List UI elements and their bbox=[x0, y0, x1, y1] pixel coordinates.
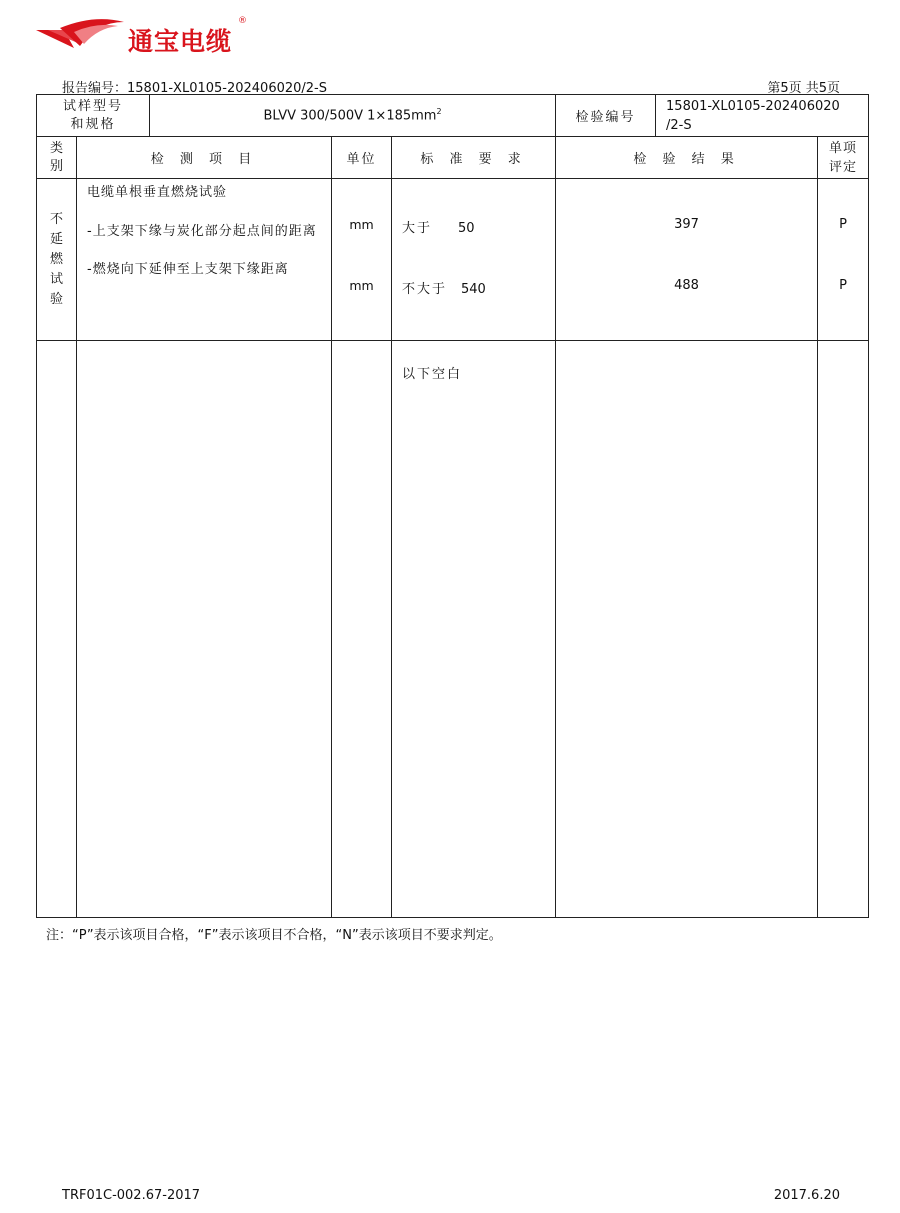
unit-2: mm bbox=[349, 278, 374, 293]
col-item-header: 检 测 项 目 bbox=[77, 137, 332, 179]
unit-cell bbox=[332, 179, 392, 341]
inspection-no-cell bbox=[656, 95, 869, 137]
col-category-header bbox=[37, 137, 77, 179]
sample-label: 试样型号和规格 bbox=[62, 98, 123, 132]
standard-1 bbox=[402, 217, 475, 236]
company-name: 通宝电缆 bbox=[128, 27, 233, 56]
category-name: 不延燃试验 bbox=[49, 211, 63, 307]
blank-note: 以下空白 bbox=[402, 367, 463, 382]
standard-2 bbox=[402, 278, 486, 297]
test-items-cell bbox=[77, 179, 332, 341]
blank-unit-cell bbox=[332, 341, 392, 918]
sample-model-cell bbox=[150, 95, 556, 137]
standard-cell bbox=[392, 179, 556, 341]
result-cell bbox=[556, 179, 818, 341]
standard-1-text: 大于 bbox=[402, 221, 433, 236]
sample-info-row bbox=[37, 95, 869, 137]
test-item-2: -燃烧向下延伸至上支架下缘距离 bbox=[87, 262, 289, 277]
standard-1-value: 50 bbox=[458, 221, 475, 236]
rating-2: P bbox=[839, 278, 847, 293]
form-date: 2017.6.20 bbox=[773, 1188, 840, 1203]
rating-cell bbox=[818, 179, 869, 341]
report-number: 报告编号：15801-XL0105-202406020/2-S bbox=[62, 81, 328, 96]
col-rating-label: 单项评定 bbox=[829, 140, 858, 175]
logo-wings-icon bbox=[34, 16, 126, 56]
inspection-no-line1: 15801-XL0105-202406020 bbox=[666, 98, 840, 114]
col-category-label: 类别 bbox=[49, 140, 63, 174]
blank-item-cell bbox=[77, 341, 332, 918]
unit-1: mm bbox=[349, 217, 374, 232]
test-data-row bbox=[37, 179, 869, 341]
blank-rating-cell bbox=[818, 341, 869, 918]
blank-row bbox=[37, 341, 869, 918]
blank-result-cell bbox=[556, 341, 818, 918]
standard-2-text: 不大于 bbox=[402, 282, 448, 297]
col-rating-header bbox=[818, 137, 869, 179]
column-header-row bbox=[37, 137, 869, 179]
standard-2-value: 540 bbox=[461, 282, 486, 297]
sample-model-superscript: 2 bbox=[436, 107, 442, 117]
col-result-header: 检 验 结 果 bbox=[556, 137, 818, 179]
blank-category-cell bbox=[37, 341, 77, 918]
category-cell bbox=[37, 179, 77, 341]
col-unit-header: 单位 bbox=[332, 137, 392, 179]
test-report-table bbox=[36, 94, 869, 918]
footnote: 注：“P”表示该项目合格，“F”表示该项目不合格，“N”表示该项目不要求判定。 bbox=[46, 928, 502, 943]
blank-standard-cell bbox=[392, 341, 556, 918]
form-number: TRF01C-002.67-2017 bbox=[62, 1188, 201, 1203]
company-logo bbox=[34, 16, 264, 56]
test-item-1: -上支架下缘与炭化部分起点间的距离 bbox=[87, 224, 317, 239]
test-title: 电缆单根垂直燃烧试验 bbox=[87, 185, 228, 200]
col-standard-header: 标 准 要 求 bbox=[392, 137, 556, 179]
inspection-no-label: 检验编号 bbox=[556, 95, 656, 137]
rating-1: P bbox=[839, 217, 847, 232]
page-info: 第5页 共5页 bbox=[767, 81, 840, 96]
registered-mark: ® bbox=[238, 16, 247, 26]
inspection-no-line2: /2-S bbox=[666, 117, 692, 133]
result-2: 488 bbox=[674, 278, 699, 293]
sample-model: BLVV 300/500V 1×185mm bbox=[263, 108, 437, 124]
result-1: 397 bbox=[674, 217, 699, 232]
sample-label-cell bbox=[37, 95, 150, 137]
